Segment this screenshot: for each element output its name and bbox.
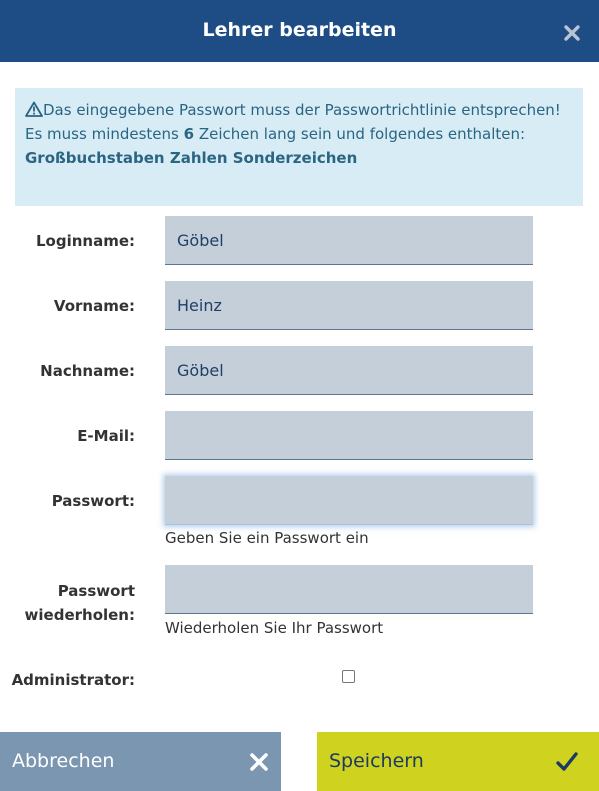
- loginname-label: Loginname:: [35, 232, 135, 250]
- alert-requirements: Großbuchstaben Zahlen Sonderzeichen: [25, 149, 358, 167]
- alert-line-1: Das eingegebene Passwort muss der Passwortrichtlinie entsprechen!: [43, 101, 561, 119]
- dialog-title: Lehrer bearbeiten: [202, 19, 397, 41]
- alert-min-length: 6: [183, 125, 195, 143]
- warning-icon: [25, 101, 43, 117]
- passwort-input[interactable]: [165, 476, 533, 525]
- email-label: E-Mail:: [77, 427, 135, 445]
- dialog-header: [0, 0, 599, 62]
- administrator-label: Administrator:: [11, 671, 135, 689]
- loginname-input[interactable]: [165, 216, 533, 265]
- close-button[interactable]: [563, 24, 585, 46]
- passwort-wiederholen-label-line2: wiederholen:: [24, 606, 135, 624]
- alert-line-2-suffix: Zeichen lang sein und folgendes enthalten:: [194, 125, 526, 143]
- passwort-label: Passwort:: [51, 492, 135, 510]
- dialog-footer: [0, 732, 599, 791]
- cancel-button-label: Abbrechen: [12, 750, 115, 772]
- checkmark-icon: [555, 750, 579, 774]
- vorname-input[interactable]: [165, 281, 533, 330]
- vorname-label: Vorname:: [53, 297, 135, 315]
- administrator-checkbox[interactable]: [342, 670, 355, 683]
- passwort-wiederholen-label-line1: Passwort: [57, 582, 135, 600]
- password-policy-alert: [15, 88, 583, 206]
- email-input[interactable]: [165, 411, 533, 460]
- nachname-input[interactable]: [165, 346, 533, 395]
- save-button-label: Speichern: [329, 750, 424, 772]
- save-button[interactable]: [317, 732, 599, 791]
- nachname-label: Nachname:: [40, 362, 135, 380]
- alert-line-2-prefix: Es muss mindestens: [25, 125, 184, 143]
- passwort-wiederholen-label: [25, 579, 135, 627]
- passwort-help: Geben Sie ein Passwort ein: [165, 529, 369, 547]
- cancel-button[interactable]: [0, 732, 281, 791]
- passwort-wiederholen-input[interactable]: [165, 565, 533, 614]
- x-icon: [247, 750, 271, 774]
- close-icon: [563, 24, 581, 42]
- passwort-wiederholen-help: Wiederholen Sie Ihr Passwort: [165, 619, 384, 637]
